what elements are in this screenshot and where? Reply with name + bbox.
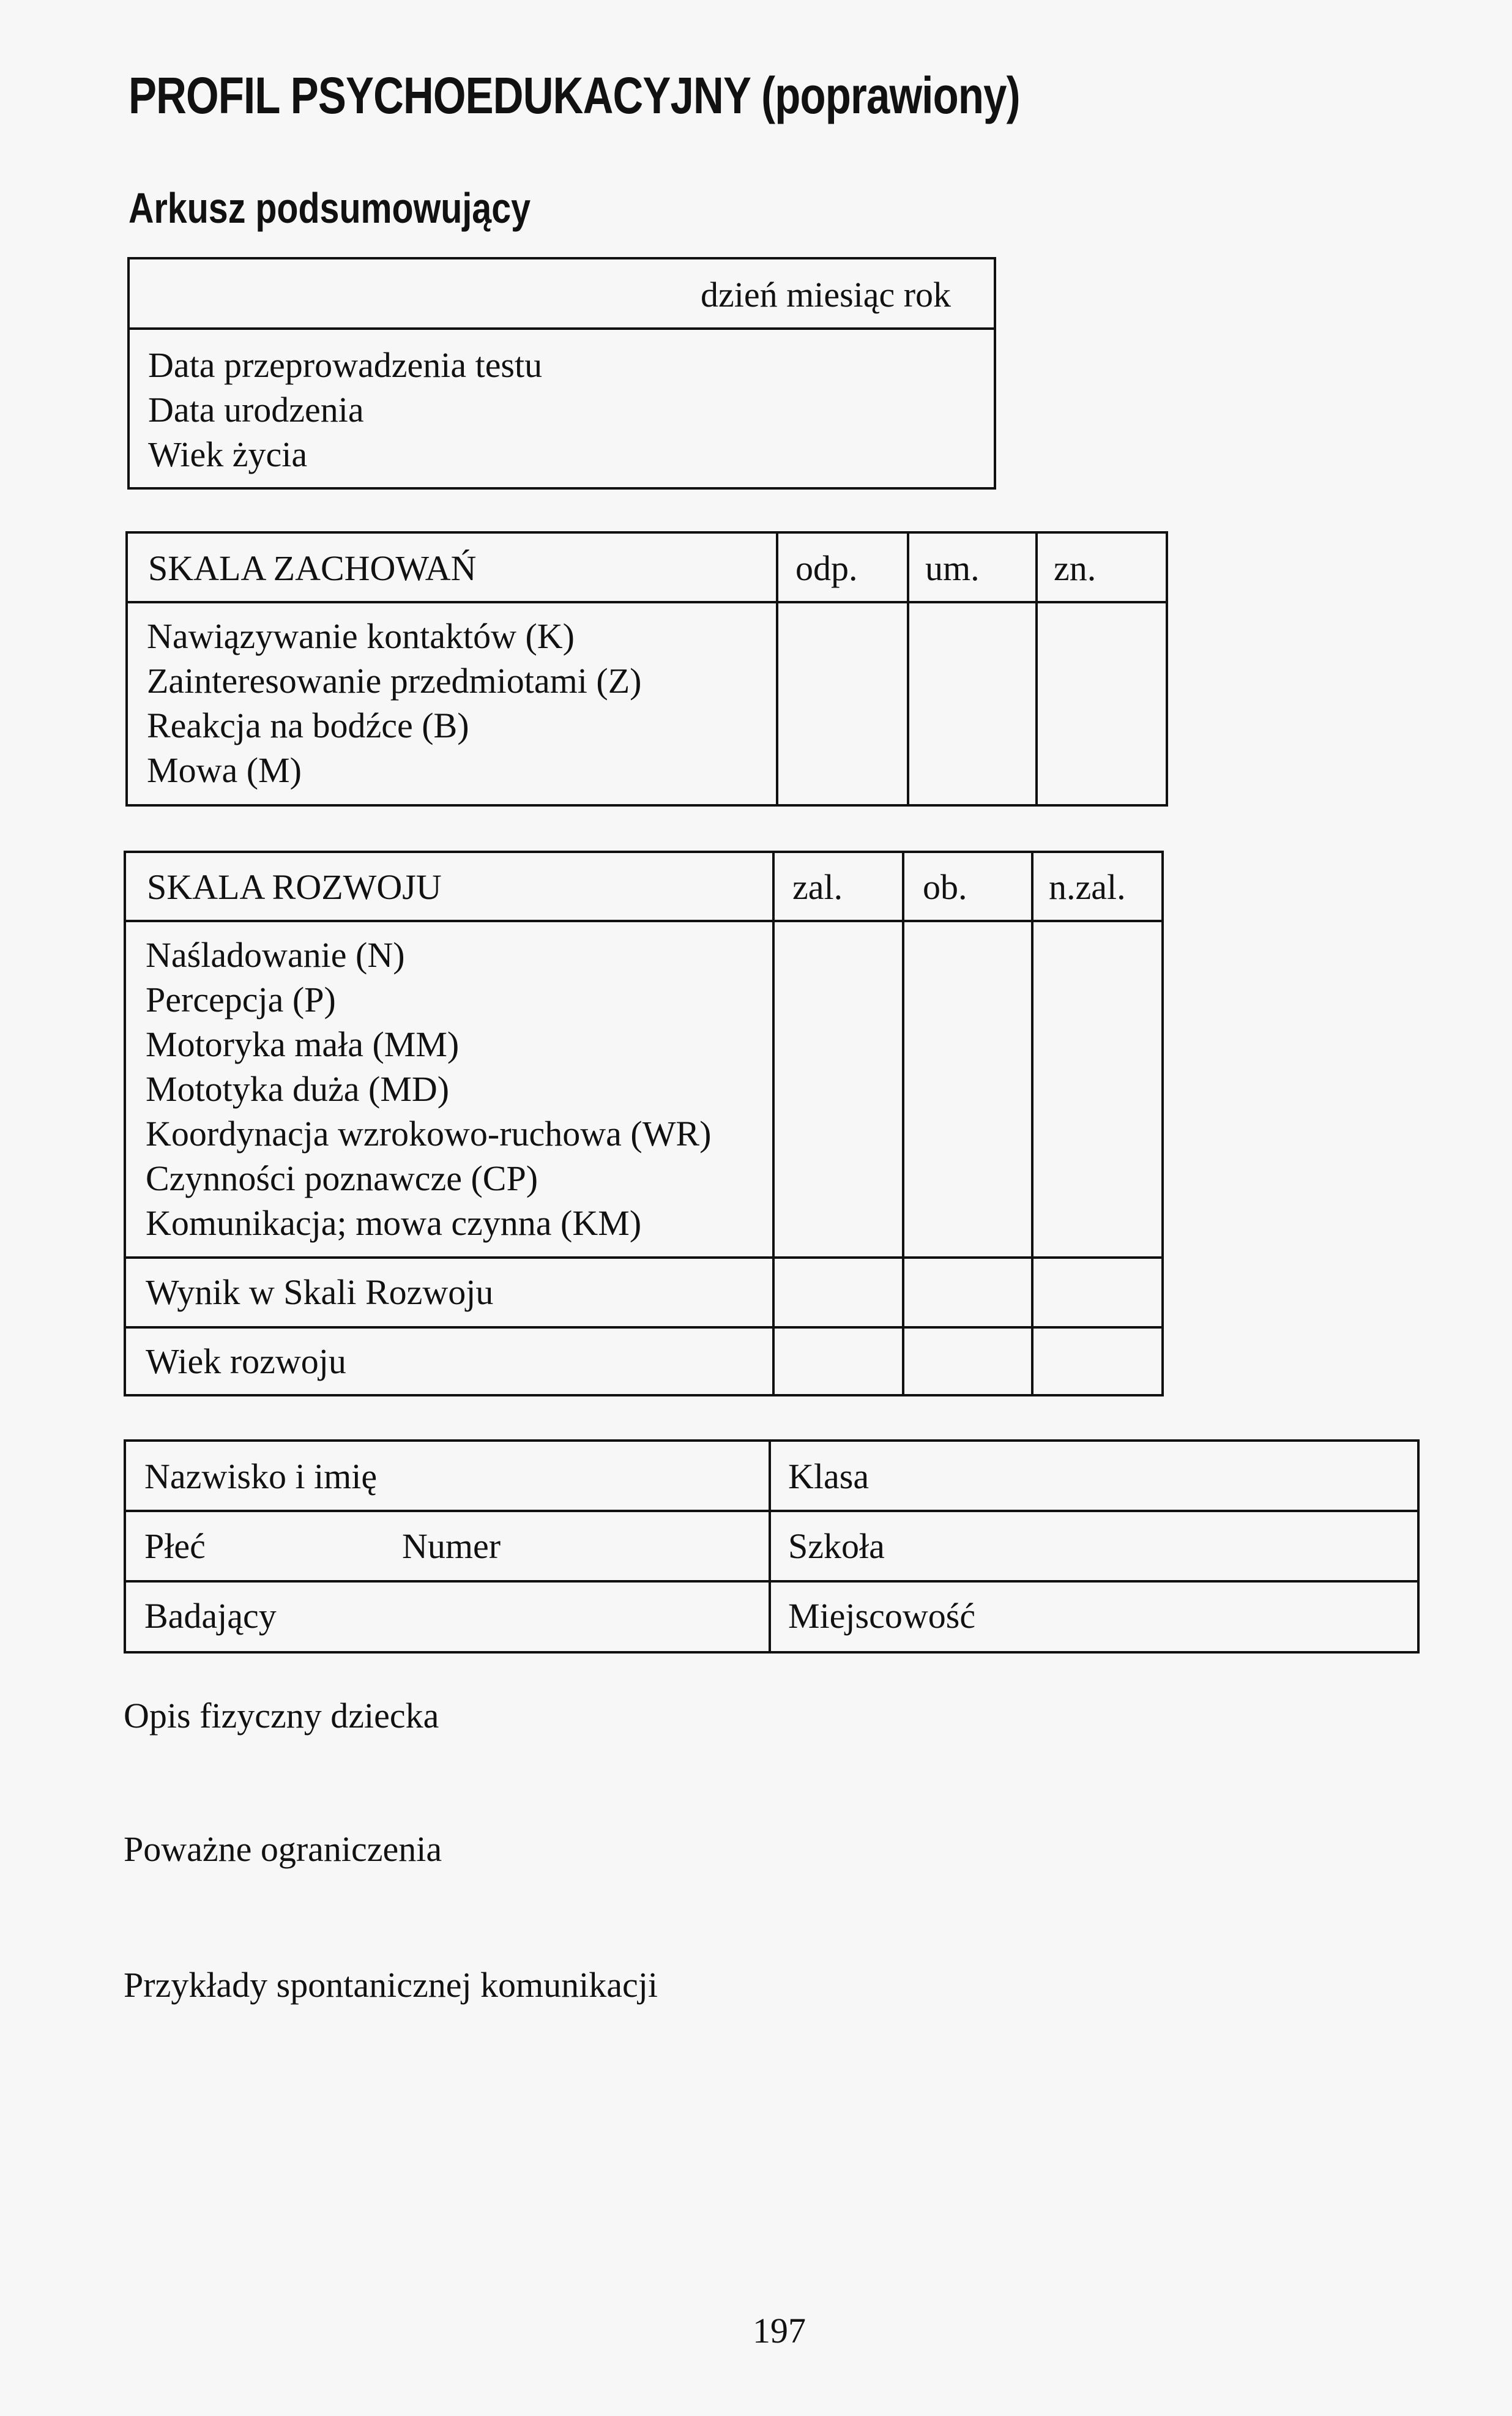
limitations-label: Poważne ograniczenia (124, 1829, 442, 1869)
date-of-birth-label: Data urodzenia (148, 390, 364, 430)
sex-label: Płeć (144, 1526, 206, 1566)
behavior-col-divider-3 (1035, 531, 1038, 807)
development-col-nzal: n.zal. (1049, 867, 1126, 907)
page-subtitle: Arkusz podsumowujący (128, 184, 531, 232)
behavior-col-odp: odp. (795, 548, 858, 588)
behavior-header-divider (125, 601, 1168, 603)
behavior-col-zn: zn. (1054, 548, 1097, 588)
communication-examples-label: Przykłady spontanicznej komunikacji (124, 1965, 658, 2005)
age-label: Wiek życia (148, 434, 308, 474)
development-scale-title: SKALA ROZWOJU (147, 867, 442, 907)
date-of-test-label: Data przeprowadzenia testu (148, 345, 543, 385)
dates-divider (127, 327, 996, 330)
number-label: Numer (402, 1526, 501, 1566)
development-row-fine-motor: Motoryka mała (MM) (146, 1024, 460, 1064)
page-number: 197 (753, 2311, 806, 2351)
behavior-row-contacts: Nawiązywanie kontaktów (K) (147, 616, 575, 656)
behavior-col-divider-1 (776, 531, 778, 807)
dates-header: dzień miesiąc rok (701, 275, 952, 315)
behavior-col-divider-2 (907, 531, 909, 807)
name-label: Nazwisko i imię (144, 1456, 378, 1496)
behavior-row-speech: Mowa (M) (147, 750, 302, 790)
personal-col-divider (769, 1439, 771, 1654)
development-col-ob: ob. (923, 867, 967, 907)
physical-description-label: Opis fizyczny dziecka (124, 1696, 439, 1736)
development-row-perception: Percepcja (P) (146, 980, 336, 1020)
development-score-label: Wynik w Skali Rozwoju (146, 1272, 494, 1312)
development-row-communication: Komunikacja; mowa czynna (KM) (146, 1203, 642, 1243)
place-label: Miejscowość (788, 1596, 976, 1636)
personal-row-divider-2 (124, 1580, 1420, 1583)
development-score-divider (124, 1256, 1164, 1259)
development-col-divider-2 (902, 851, 904, 1396)
school-label: Szkoła (788, 1526, 885, 1566)
behavior-col-um: um. (925, 548, 980, 588)
development-age-divider (124, 1326, 1164, 1329)
development-row-eye-hand: Koordynacja wzrokowo-ruchowa (WR) (146, 1114, 712, 1154)
development-col-divider-1 (772, 851, 775, 1396)
behavior-scale-title: SKALA ZACHOWAŃ (148, 548, 477, 588)
examiner-label: Badający (144, 1596, 277, 1636)
behavior-row-stimuli: Reakcja na bodźce (B) (147, 706, 469, 745)
development-col-divider-3 (1031, 851, 1033, 1396)
page-title: PROFIL PSYCHOEDUKACYJNY (poprawiony) (128, 67, 1020, 124)
class-label: Klasa (788, 1456, 870, 1496)
development-col-zal: zal. (792, 867, 843, 907)
development-row-gross-motor: Mototyka duża (MD) (146, 1069, 450, 1109)
personal-row-divider-1 (124, 1510, 1420, 1512)
development-row-cognitive: Czynności poznawcze (CP) (146, 1158, 538, 1198)
development-row-imitation: Naśladowanie (N) (146, 935, 405, 975)
development-header-divider (124, 920, 1164, 922)
development-age-label: Wiek rozwoju (146, 1341, 346, 1381)
behavior-row-interest: Zainteresowanie przedmiotami (Z) (147, 661, 642, 701)
